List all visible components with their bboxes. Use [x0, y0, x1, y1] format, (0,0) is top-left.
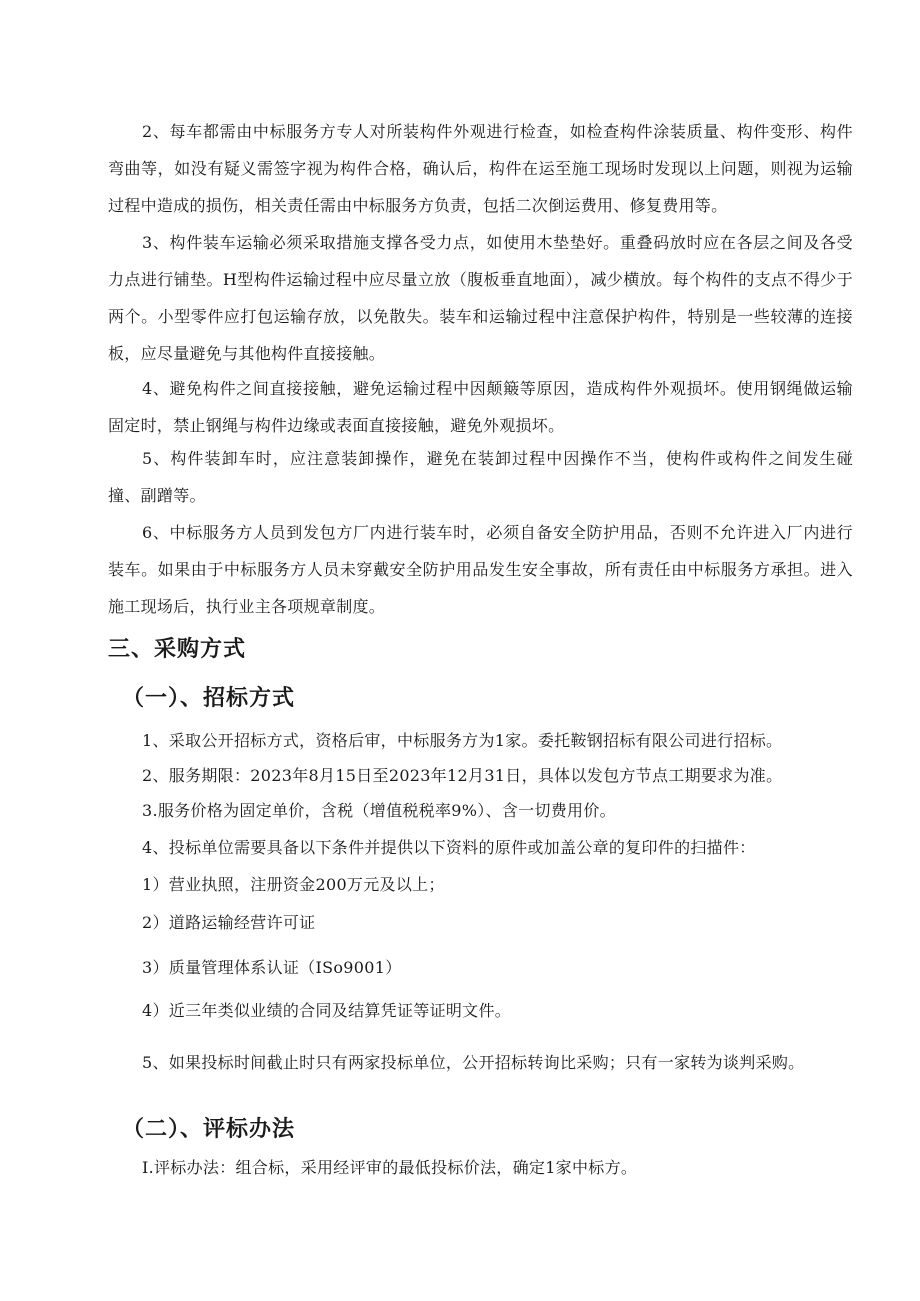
section-heading-procurement-method: 三、采购方式	[108, 637, 247, 662]
requirement-item-3: 3）质量管理体系认证（ISo9001）	[142, 958, 402, 977]
paragraph-item-6: 6、中标服务方人员到发包方厂内进行装车时，必须自备安全防护用品，否则不允许进入厂内进行装车。如果由于中标服务方人员未穿戴安全防护用品发生安全事故，所有责任由中标服务方承担。进入施工现场后，执行业主各项规章制度。	[108, 523, 853, 616]
tender-item-1: 1、采取公开招标方式，资格后审，中标服务方为1家。委托鞍钢招标有限公司进行招标。	[142, 731, 783, 750]
tender-item-5: 5、如果投标时间截止时只有两家投标单位，公开招标转询比采购；只有一家转为谈判采购。	[142, 1053, 805, 1072]
paragraph-item-2: 2、每车都需由中标服务方专人对所装构件外观进行检查，如检查构件涂装质量、构件变形、构件弯曲等，如没有疑义需签字视为构件合格，确认后，构件在运至施工现场时发现以上问题，则视为运输过程中造成的损伤，相关责任需由中标服务方负责，包括二次倒运费用、修复费用等。	[108, 122, 853, 215]
paragraph-item-5: 5、构件装卸车时，应注意装卸操作，避免在装卸过程中因操作不当，使构件或构件之间发生碰撞、副蹭等。	[108, 449, 853, 505]
subsection-heading-evaluation-method: （二）、评标办法	[122, 1117, 296, 1142]
subsection-heading-tender-method: （一）、招标方式	[122, 686, 296, 711]
paragraph-item-4: 4、避免构件之间直接接触，避免运输过程中因颠簸等原因，造成构件外观损坏。使用钢绳做运输固定时，禁止钢绳与构件边缘或表面直接接触，避免外观损坏。	[108, 379, 853, 435]
paragraph-item-3: 3、构件装车运输必须采取措施支撑各受力点，如使用木垫垫好。重叠码放时应在各层之间及各受力点进行铺垫。H型构件运输过程中应尽量立放（腹板垂直地面），减少横放。每个构件的支点不得少于两个。小型零件应打包运输存放，以免散失。装车和运输过程中注意保护构件，特别是一些较薄的连接板，应尽量避免与其他构件直接接触。	[108, 233, 853, 363]
tender-item-4: 4、投标单位需要具备以下条件并提供以下资料的原件或加盖公章的复印件的扫描件：	[142, 838, 756, 857]
tender-item-2: 2、服务期限：2023年8月15日至2023年12月31日，具体以发包方节点工期要求为准。	[142, 766, 783, 785]
requirement-item-2: 2）道路运输经营许可证	[142, 913, 316, 932]
requirement-item-1: 1）营业执照，注册资金200万元及以上；	[142, 875, 445, 894]
requirement-item-4: 4）近三年类似业绩的合同及结算凭证等证明文件。	[142, 1001, 512, 1020]
evaluation-item-1: I.评标办法：组合标，采用经评审的最低投标价法，确定1家中标方。	[142, 1158, 638, 1177]
tender-item-3: 3.服务价格为固定单价，含税（增值税税率9%）、含一切费用价。	[142, 801, 616, 820]
